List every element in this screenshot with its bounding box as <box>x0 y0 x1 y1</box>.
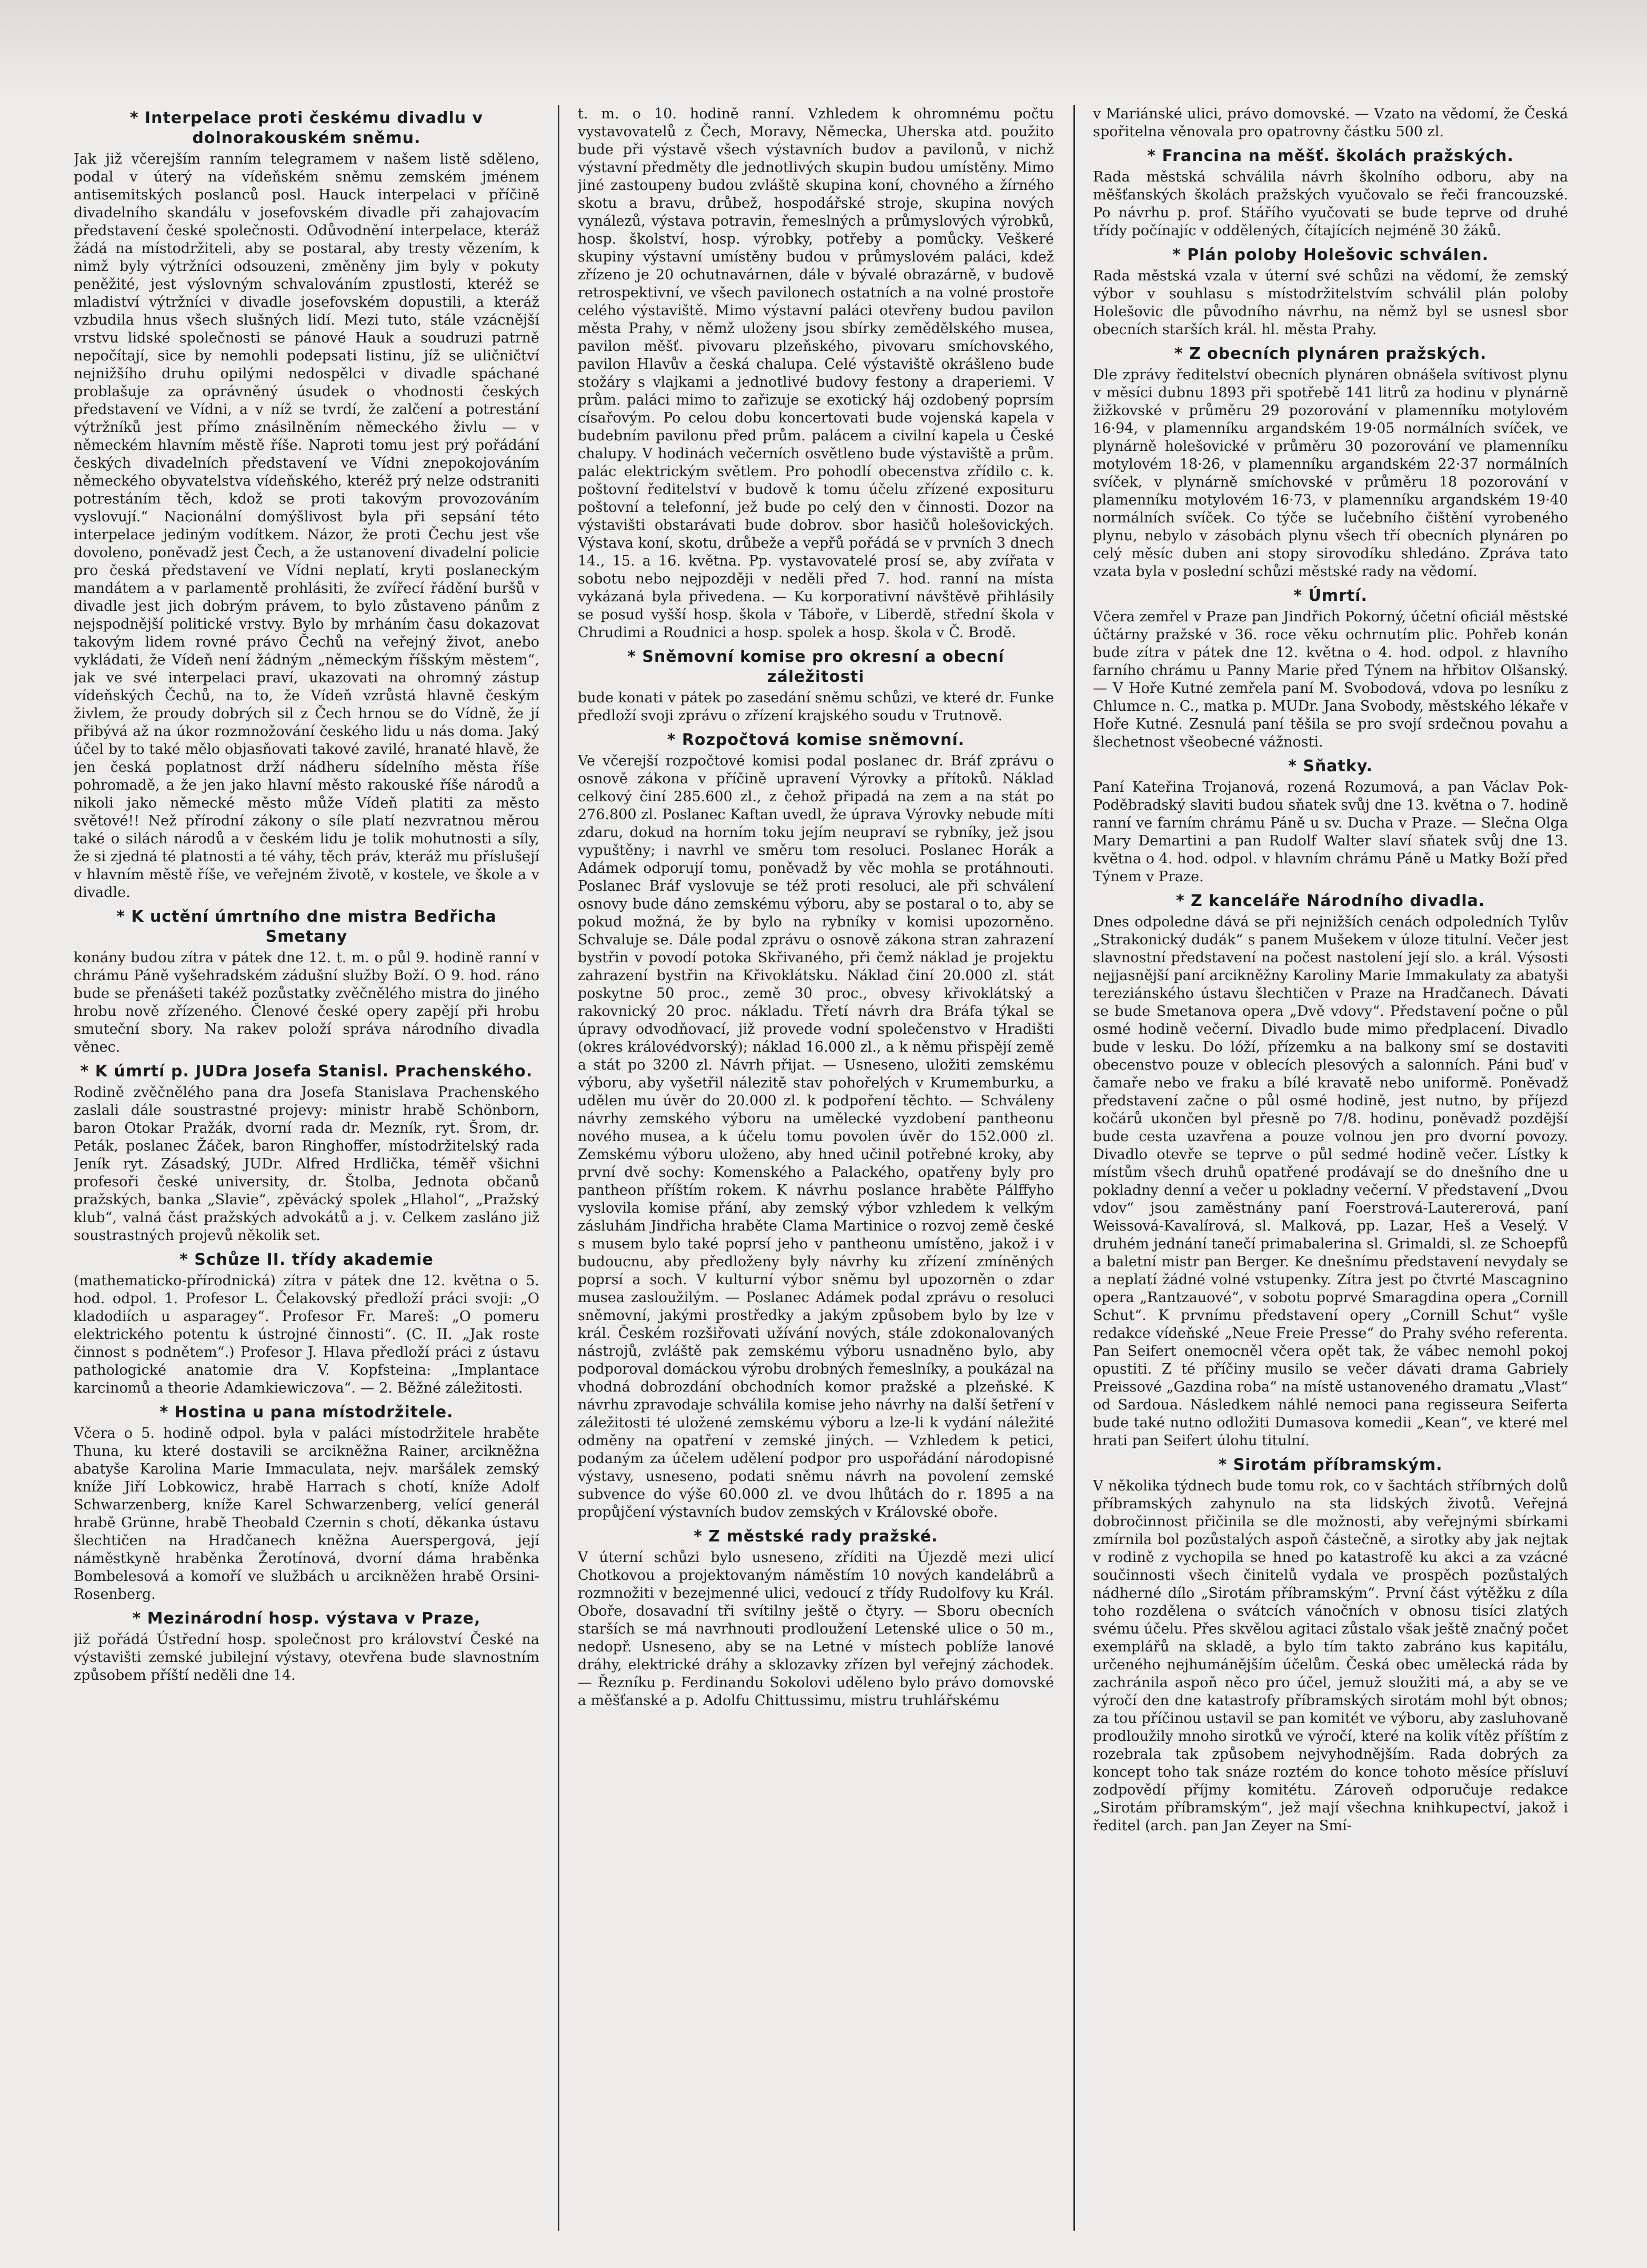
article <box>1093 586 1568 751</box>
article <box>578 647 1054 725</box>
newspaper-page <box>74 105 1568 2231</box>
article <box>578 105 1054 642</box>
article-body: Dnes odpoledne dává se při nejnižších cenách odpoledních Tylův „Strakonický dudák“ s panem Mušekem v úloze titulní. Večer jest slavnostní představení na počest nastolení její slo. a král. Výsosti nejjasnější paní arcikněžny Karoliny Marie Immakulaty za abatyši tereziánského ústavu šlechtičen v Praze na Hradčanech. Dávati se bude Smetanova opera „Dvě vdovy“. Představení počne o půl osmé hodině večerní. Divadlo bude mimo předplacení. Divadlo bude v lesku. Do lóží, přízemku a na balkony smí se dostaviti obecenstvo pouze v oblecích plesových a salonních. Páni buď v čamaře nebo ve fraku a bílé kravatě nebo uniformě. Poněvadž představení začne o půl osmé hodině, jest nutno, by příjezd kočárů ukončen byl přesně po 7/8. hodinu, poněvadž pozdější bude cesta uzavřena a pouze volnou jen pro dvorní povozy. Divadlo otevře se teprve o půl sedmé hodině večer. Lístky k místům všech druhů opatřené prodávají se do dnešního dne u pokladny denní a večer u pokladny večerní. V představení „Dvou vdov“ jsou zaměstnány paní Foerstrová-Lautererová, paní Weissová-Kavalírová, sl. Malková, pp. Lazar, Heš a Veselý. V druhém jednání tanečí primabalerina sl. Grimaldi, sl. ze Schoepfů a baletní mistr pan Berger. Ke dnešnímu představení nevydaly se a neplatí žádné volné vstupenky. Zítra jest po čtvrté Mascagnino opera „Rantzauové“, v sobotu poprvé Smaragdina opera „Cornill Schut“. K prvnímu představení opery „Cornill Schut“ vyšle redakce vídeňské „Neue Freie Presse“ do Prahy svého referenta. Pan Seifert onemocněl včera opět tak, že vábec nemohl pokoj opustiti. Z té příčiny musilo se večer dávati drama Gabriely Preissové „Gazdina roba“ na místě ustanoveného dramatu „Vlast“ od Sardoua. Následkem náhlé nemoci pana regisseura Seiferta bude také nutno odložiti Dumasova komedii „Kean“, ve které mel hrati pan Seifert úlohu titulní. <box>1093 914 1568 1449</box>
page-top-margin <box>0 0 1647 100</box>
article <box>74 1609 539 1685</box>
article-headline: * Sirotám příbramským. <box>1218 1456 1443 1474</box>
article <box>578 730 1054 1521</box>
article-body: v Mariánské ulici, právo domovské. — Vzato na vědomí, že Česká spořitelna věnovala pro opatrovny částku 500 zl. <box>1093 106 1568 140</box>
article-headline: * Sňatky. <box>1288 757 1373 775</box>
article-headline: * Interpelace proti českému divadlu v dolnorakouském sněmu. <box>129 109 484 147</box>
article-body: Ve včerejší rozpočtové komisi podal poslanec dr. Bráf zprávu o osnově zákona v příčině upravení Výrovky a přítoků. Náklad celkový činí 285.600 zl., z čehož připadá na zem a na stát po 276.800 zl. Poslanec Kaftan uvedl, že úprava Výrovky nebude míti zdaru, dokud na horním toku jejím neupraví se rybníky, jež jsou vypuštěny; i navrhl ve směru tom resoluci. Poslanec Horák a Adámek odporují tomu, poněvadž by věc mohla se protáhnouti. Poslanec Bráf vyslovuje se též proti resoluci, ale při schválení osnovy bude dáno zemskému výboru, aby se postaral o to, aby se pokud možná, že by bylo na rybníky v komisi upozorněno. Schvaluje se. Dále podal zprávu o osnově zákona stran zahrazení bystřin v povodí potoka Skřivaného, při čemž náklad je projektu zahrazení bystřin na Křivoklátsku. Náklad činí 20.000 zl. stát poskytne 50 proc., země 30 proc., obvesy křivoklátský a rakovnický 20 proc. nákladu. Třetí návrh dra Bráfa týkal se úpravy odvodňovací, již provede vodní společenstvo v Hradišti (okres královédvorský); náklad 16.000 zl., a k němu přispějí země a stát po 3200 zl. Návrh přijat. — Usneseno, uložiti zemskému výboru, aby vyšetřil nálezitě stav pohořelých v Krumemburku, a udělen mu úvěr do 20.000 zl. k podpoření těchto. — Schváleny návrhy zemského výboru na umělecké vyzdobení pantheonu nového musea, a k účelu tomu povolen úvěr do 152.000 zl. Zemskému výboru uloženo, aby hned učinil potřebné kroky, aby první dvě sochy: Komenského a Palackého, opatřeny byly pro pantheon příštím rokem. K návrhu poslance hraběte Pálffyho vyslovila komise přání, aby zemský výbor vzhledem k velkým zásluhám Jindřicha hraběte Clama Martinice o rozvoj země české s musem bylo také poprsí jeho v pantheonu umístěno, jakož i v budoucnu, aby předloženy byly návrhy ku zřízení zmíněných poprsí a soch. V kulturní výbor sněmu byl upozorněn o zdar musea zasloužilým. — Poslanec Adámek podal zprávu o resoluci sněmovní, jakými prostředky a jakým způsobem bylo by lze v král. Českém rozšiřovati užívání nových, stále zdokonalovaných nástrojů, zvláště pak zemskému výboru usnadněno bylo, aby podporoval domáckou výrobu drobných řemeslníky, a poukázal na vhodná dobrozdání obchodních komor pražské a plzeňské. K návrhu zpravodaje schválila komise jeho návrhy na další šetření v záležitosti té uložené zemskému výboru a lze-li k vydání náležité odměny na opatření v zemské jiných. — Vzhledem k petici, podaným za účelem udělení podpor pro uspořádání národopisné výstavy, usneseno, podati sněmu návrh na povolení zemské subvence do výše 60.000 zl. ve dvou lhůtách do r. 1895 a na propůjčení výstavních budov zemských v Královské oboře. <box>578 753 1054 1520</box>
article-headline: * Z obecních plynáren pražských. <box>1174 345 1487 363</box>
article <box>1093 757 1568 886</box>
article-headline: * Schůze II. třídy akademie <box>179 1251 434 1269</box>
article <box>74 1403 539 1604</box>
article <box>1093 891 1568 1450</box>
article-body: Rodině zvěčnělého pana dra Josefa Stanislava Prachenského zaslali dále soustrastné projevy: ministr hrabě Schönborn, baron Otokar Pražák, dvorní rada dr. Mezník, ryt. Šrom, dr. Peták, poslanec Žáček, baron Ringhoffer, místodržitelský rada Jeník ryt. Zásadský, JUDr. Alfred Hrdlička, téměř všichni profesoři české university, dr. Štolba, Jednota občanů pražských, banka „Slavie“, zpěvácký spolek „Hlahol“, „Pražský klub“, valná část pražských advokátů a j. v. Celkem zasláno již soustrastných projevů několik set. <box>74 1084 539 1244</box>
article-body: konány budou zítra v pátek dne 12. t. m. o půl 9. hodině ranní v chrámu Páně vyšehradském zádušní služby Boží. O 9. hod. ráno bude se přenášeti takéž pozůstatky zvěčnělého mistra do jiného hrobu nově zřízeného. Členové české opery zapějí při hrobu smuteční sbory. Na rakev položí správa národního divadla věnec. <box>74 950 539 1055</box>
article-headline: * Francina na měšť. školách pražských. <box>1147 147 1514 165</box>
article-body: bude konati v pátek po zasedání sněmu schůzi, ve které dr. Funke předloží svoji zprávu o zřízení krajského soudu v Trutnově. <box>578 690 1054 724</box>
article-headline: * Sněmovní komise pro okresní a obecní záležitosti <box>627 648 1005 686</box>
article-body: Včera zemřel v Praze pan Jindřich Pokorný, účetní oficiál městské účtárny pražské v 36. roce věku ochrnutím plic. Pohřeb konán bude zítra v pátek dne 12. května o 4. hod. odpol. z hlavního farního chrámu u Panny Marie před Týnem na hřbitov Olšanský. — V Hoře Kutné zemřela paní M. Svobodová, vdova po lesníku z Chlumce n. C., matka p. MUDr. Jana Svobody, městského lékaře v Hoře Kutné. Zesnulá paní těšila se pro svojí srdečnou povahu a šlechetnost všeobecné vážnosti. <box>1093 609 1568 750</box>
article <box>74 1250 539 1397</box>
article-body: Rada městská schválila návrh školního odboru, aby na měšťanských školách pražských vyučovalo se řeči francouzské. Po návrhu p. prof. Stářího vyučovati se bude teprve od druhé třídy počínajíc v oddělených, čítajících nejméně 30 žáků. <box>1093 169 1568 239</box>
column-1 <box>74 105 539 2231</box>
article <box>1093 146 1568 240</box>
article <box>74 108 539 902</box>
article-body: Paní Kateřina Trojanová, rozená Rozumová, a pan Václav Pok-Poděbradský slaviti budou sňatek svůj dne 13. května o 7. hodině ranní ve farním chrámu Páně u sv. Ducha v Praze. — Slečna Olga Mary Demartini a pan Rudolf Walter slaví sňatek svůj dne 13. května o 4. hod. odpol. v hlavním chrámu Páně u Matky Boží před Týnem v Praze. <box>1093 779 1568 885</box>
column-2 <box>578 105 1054 2231</box>
article-body: Včera o 5. hodině odpol. byla v paláci místodržitele hraběte Thuna, ku které dostavili se arcikněžna Rainer, arcikněžna abatyše Karolina Marie Immaculata, nejv. maršálek zemský kníže Jiří Lobkowicz, hrabě Harrach s chotí, kníže Adolf Schwarzenberg, kníže Karel Schwarzenberg, velící generál hrabě Grünne, hrabě Theobald Czernin s chotí, děkanka ústavu šlechtičen na Hradčanech kněžna Auerspergová, její náměstkyně hraběnka Žerotínová, dvorní dáma hraběnka Bombelesová a komoří ve službách u arcikněžen hrabě Orsini-Rosenberg. <box>74 1425 539 1602</box>
article <box>1093 245 1568 339</box>
article <box>1093 344 1568 581</box>
article-headline: * Z městské rady pražské. <box>694 1527 938 1546</box>
article-body: Rada městská vzala v úterní své schůzi na vědomí, že zemský výbor v souhlasu s místodržitelstvím schválil plán poloby Holešovic dle původního návrhu, na němž byl se usnesl sbor obecních starších král. hl. města Prahy. <box>1093 268 1568 338</box>
article-headline: * Hostina u pana místodržitele. <box>159 1403 454 1422</box>
article-body: V několika týdnech bude tomu rok, co v šachtách stříbrných dolů příbramských zahynulo na sta lidských životů. Veřejná dobročinnost přičinila se dle možnosti, aby veřejnými sbírkami zmírnila bol pozůstalých aspoň částečně, a sirotky aby jak nejtak v rodině z vychopila se hned po katastrofě ku akci a za vzácné součinnosti všech činitelů vydala ve prospěch pozůstalých nádherné dílo „Sirotám příbramským“. První část výtěžku z díla toho rozdělena o svátcích vánočních v obnosu tisíci zlatých svému účelu. Přes skvělou agitaci zůstalo však ještě značný počet exemplářů na skladě, a bylo tím takto zabráno kus kapitálu, určeného nejhumánějším účelům. Česká obec umělecká ráda by zachránila aspoň něco pro účel, jemuž sloužiti má, a aby se ve výročí den dne katastrofy příbramských sirotám mohl být obnos; za tou příčinou ustavil se pan komitét ve výboru, aby zasluhovaně prodloužily mnoho sirotků ve výročí, které na kolik vítěz příštím z rozebrala tak způsobem nejvyhodnějším. Rada dobrých za koncept toho tak snáze roztém do konce tohoto měsíce přísluví zodpovědí příjmy komitétu. Zároveň odporučuje redakce „Sirotám příbramským“, jež mají všechna knihkupectví, jakož i ředitel (arch. pan Jan Zeyer na Smí- <box>1093 1478 1568 1834</box>
article-headline: * K uctění úmrtního dne mistra Bedřicha Smetany <box>116 908 497 946</box>
article-headline: * Úmrtí. <box>1293 587 1368 605</box>
article <box>1093 1455 1568 1835</box>
article-headline: * Rozpočtová komise sněmovní. <box>667 731 965 749</box>
article-headline: * Z kanceláře Národního divadla. <box>1176 892 1485 910</box>
article-body: V úterní schůzi bylo usneseno, zříditi na Újezdě mezi ulicí Chotkovou a projektovaným náměstím 10 nových kandelábrů a rozmnožiti v bezejmenné ulici, vedoucí z třídy Rudolfovy ku Král. Oboře, dosavadní tři svítilny ještě o čtyry. — Sboru obecních starších se má navrhnouti prodloužení Letenské ulice o 50 m., nedopř. Usneseno, aby se na Letné v místech poblíže lanové dráhy, elektrické dráhy a sklozavky zřízen byl veřejný záchodek. — Řezníku p. Ferdinandu Sokolovi uděleno bylo právo domovské a měšťanské a p. Adolfu Chittussimu, mistru truhlářskému <box>578 1549 1054 1709</box>
article-headline: * K úmrtí p. JUDra Josefa Stanisl. Prachenského. <box>80 1062 533 1081</box>
column-divider <box>1073 105 1075 2231</box>
article-body: t. m. o 10. hodině ranní. Vzhledem k ohromnému počtu vystavovatelů z Čech, Moravy, Německa, Uherska atd. použito bude při výstavě všech výstavních budov a pavilonů, v nichž výstavní předměty dle jednotlivých skupin budou umístěny. Mimo jiné zastoupeny budou zvláště skupina koní, chovného a žírného skotu a bravu, drůbež, hospodářské stroje, skupina nových vynálezů, výstava potravin, řemeslných a průmyslových výrobků, hosp. školství, hosp. výrobky, potřeby a pomůcky. Veškeré skupiny výstavní umístěny budou v průmyslovém paláci, kdež zřízeno je 20 ochutnavárnen, dále v bývalé obrazárně, v budově retrospektivní, ve všech pavilonech ostatních a na volné prostoře celého výstaviště. Mimo výstavní paláci otevřeny budou pavilon města Prahy, v němž uloženy jsou sbírky zemědělského musea, pavilon měšť. pivovaru plzeňského, pivovaru smíchovského, pavilon Hlavův a česká chalupa. Celé výstaviště okrášleno bude stožáry s vlajkami a jednotlivé budovy festony a draperiemi. V prům. paláci mimo to zařizuje se exotický háj ozdobený poprsím císařovým. Po celou dobu koncertovati bude vojenská kapela v budebním pavilonu před prům. palácem a civilní kapela u České chalupy. V hodinách večerních osvětleno bude výstaviště a prům. palác elektrickým světlem. Pro pohodlí obecenstva zřídilo c. k. poštovní ředitelství v budově k tomu účelu zřízené exposituru poštovní a telefonní, jež bude po celý den v činnosti. Dozor na výstavišti obstarávati bude dobrov. sbor hasičů holešovických. Výstava koní, skotu, drůbeže a vepřů pořádá se v prvních 3 dnech 14., 15. a 16. května. Pp. vystavovatelé prosí se, aby zvířata v sobotu nebo nejpozději v neděli před 7. hod. ranní na místa vykázaná byla přivedena. — Ku korporativní návštěvě přihlásily se posud vyšší hosp. škola v Táboře, v Liberdě, střední škola v Chrudimi a Roudnici a hosp. spolek a hosp. škola v Č. Brodě. <box>578 106 1054 641</box>
article-body: již pořádá Ústřední hosp. společnost pro království České na výstavišti zemské jubilejní výstavy, otevřena bude slavnostním způsobem příští neděli dne 14. <box>74 1631 539 1684</box>
article-headline: * Mezinárodní hosp. výstava v Praze, <box>132 1609 481 1628</box>
column-divider <box>558 105 559 2231</box>
article-body: Dle zprávy ředitelství obecních plynáren obnášela svítivost plynu v měsíci dubnu 1893 při spotřebě 141 litrů za hodinu v plynárně žižkovské v průměru 29 pozorování v plamenníku motylovém 16·94, v plamenníku argandském 19·05 normálních svíček, ve plynárně holešovické v průměru 30 pozorování ve plamenníku motylovém 18·26, v plamenníku argandském 22·37 normálních svíček, v plynárně smíchovské v průměru 18 pozorování v plamenníku motylovém 16·73, v plamenníku argandském 19·40 normálních svíček. Co týče se lučebního čištění vyrobeného plynu, nebylo v zásobách plynu všech tří obecních plynáren po celý měsíc duben ani stopy sirovodíku shledáno. Zpráva tato vzata byla v poslední schůzi městské rady na vědomí. <box>1093 367 1568 580</box>
article-headline: * Plán poloby Holešovic schválen. <box>1172 246 1489 264</box>
article-body: Jak již včerejším ranním telegramem v našem listě sděleno, podal v úterý na vídeňském sněmu zemském jménem antisemitských poslanců posl. Hauck interpelaci v příčině divadelního skandálu v josefovském divadle při zahajovacím představení české společnosti. Odůvodnění interpelace, kteráž žádá na místodržiteli, aby se postaral, aby tresty vězením, k nimž byly výtržníci odsouzeni, změněny jim byly v pokuty peněžité, jest výslovným schvalováním zpustlosti, kteréž se mladiství výtržníci v divadle josefovském dopustili, a kteráž vzbudila hnus všech slušných lidí. Mezi tuto, stále vzácnější vrstvu lidské společnosti se pánové Hauk a soudruzi patrně nepočítají, sice by nemohli podepsati listinu, jíž se uličničtví nejnižšího druhu opilými nedospělci v divadle spáchané problašuje za oprávněný úsudek o vhodnosti českých představení ve Vídni, a v níž se tvrdí, že zalčení a potrestání výtržníků jest přímo znásilněním německého živlu — v německém hlavním městě říše. Naproti tomu jest prý pořádání českých divadelních představení ve Vídni znepokojováním německého obyvatelstva vídeňského, kteréž prý nelze odstraniti potrestáním těch, kdož se proti takovým provozováním vyslovují.“ Nacionální domýšlivost byla při sepsání této interpelace jediným vodítkem. Názor, že proti Čechu jest vše dovoleno, poněvadž jest Čech, a že ustanovení divadelní policie pro česká představení ve Vídni neplatí, kryti poslaneckým mandátem a v parlamentě prohlásiti, že zvířecí řádění buršů v divadle jest jich dobrým právem, to bylo zůstaveno pánům z nejspodnější politické vrstvy. Bylo by mrháním času dokazovat takovým lidem rovné právo Čechů na veřejný život, anebo vykládati, že Vídeň není žádným „německým říšským městem“, jak ve své interpelaci praví, ukazovati na ohromný zástup vídeňských Čechů, na to, že Vídeň vzrůstá hlavně českým živlem, že proudy dobrých sil z Čech hrnou se do Vídně, že jí přibývá až na úkor rozmnožování českého lidu u nás doma. Jaký účel by to také mělo objasňovati takové zavilé, hranaté hlavě, že jen česká poplatnost drží nádheru sídelního města říše pohromadě, a že jen jako hlavní město rakouské říše národů a nikoli jako německé město může Vídeň platiti za město světové!! Než přírodní zákony o síle platí nezvratnou měrou také o silách národů a v českém lidu je tolik mohutnosti a síly, že si zjedná té platnosti a té váhy, těch práv, kteráž mu příslušejí v hlavním městě říše, ve veřejném životě, v kostele, ve škole a v divadle. <box>74 151 539 901</box>
article <box>1093 105 1568 141</box>
article <box>74 907 539 1056</box>
article <box>74 1062 539 1245</box>
article-body: (mathematicko-přírodnická) zítra v pátek dne 12. května o 5. hod. odpol. 1. Profesor L. Čelakovský předloží práci svoji: „O kladodiích u asparagey“. Profesor Fr. Mareš: „O pomeru elektrického potentu k ústrojné činnosti“. (C. II. „Jak roste činnost s podnětem“.) Profesor J. Hlava předloží práci z ústavu pathologické anatomie dra V. Kopfsteina: „Implantace karcinomů a theorie Adamkiewiczova“. — 2. Běžné záležitosti. <box>74 1273 539 1396</box>
article <box>578 1527 1054 1710</box>
column-3 <box>1093 105 1568 2231</box>
